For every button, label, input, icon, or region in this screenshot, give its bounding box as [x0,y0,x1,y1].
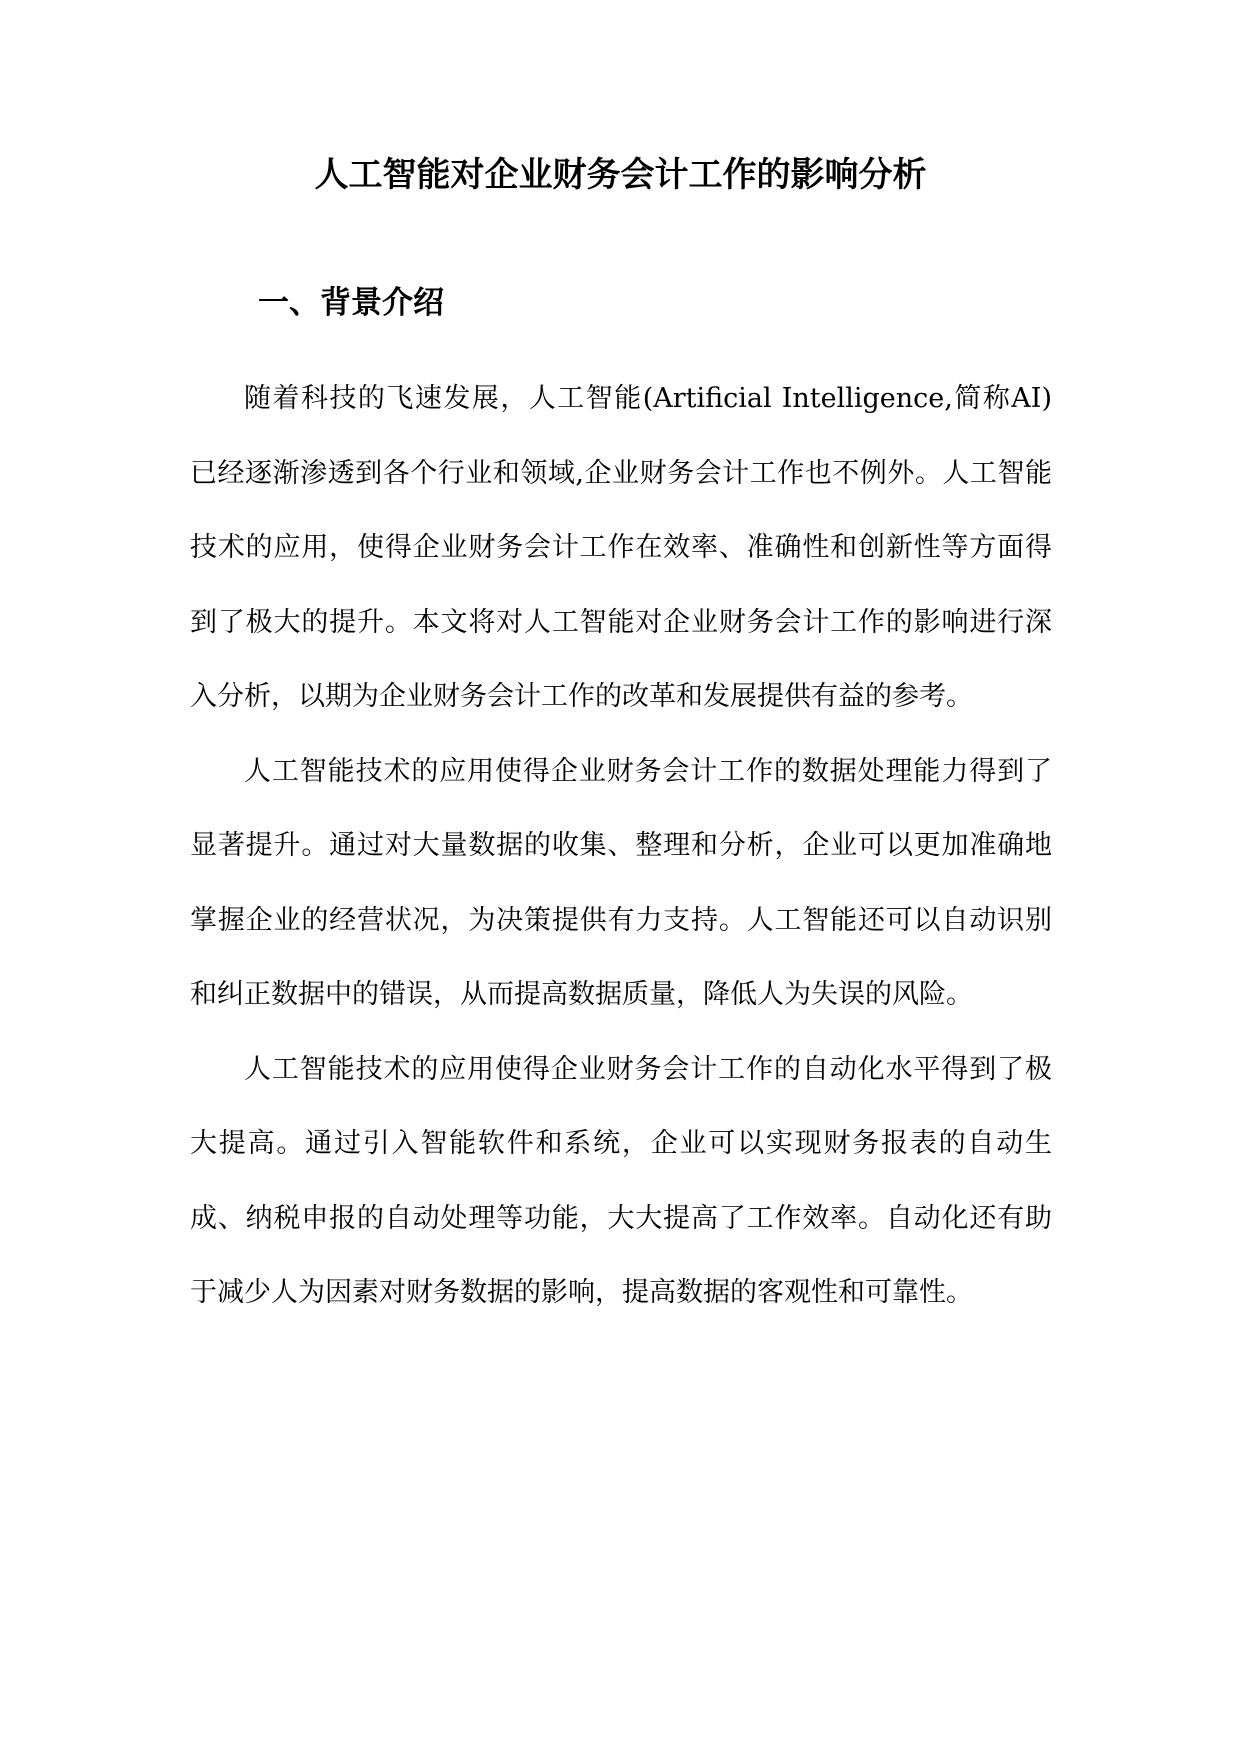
document-title: 人工智能对企业财务会计工作的影响分析 [314,155,927,195]
paragraph-data-processing: 人工智能技术的应用使得企业财务会计工作的数据处理能力得到了显著提升。通过对大量数据的收集、整理和分析，企业可以更加准确地掌握企业的经营状况，为决策提供有力支持。人工智能还可以自动识别和纠正数据中的错误，从而提高数据质量，降低人为失误的风险。 [190,755,1052,1010]
paragraph-intro: 随着科技的飞速发展，人工智能(Artificial Intelligence,简称AI)已经逐渐渗透到各个行业和领域,企业财务会计工作也不例外。人工智能技术的应用，使得企业财务会计工作在效率、准确性和创新性等方面得到了极大的提升。本文将对人工智能对企业财务会计工作的影响进行深入分析，以期为企业财务会计工作的改革和发展提供有益的参考。 [190,383,1052,712]
section-heading: 一、背景介绍 [258,285,444,321]
paragraph-automation: 人工智能技术的应用使得企业财务会计工作的自动化水平得到了极大提高。通过引入智能软件和系统，企业可以实现财务报表的自动生成、纳税申报的自动处理等功能，大大提高了工作效率。自动化还有助于减少人为因素对财务数据的影响，提高数据的客观性和可靠性。 [190,1053,1052,1308]
document-body [190,362,1052,1331]
